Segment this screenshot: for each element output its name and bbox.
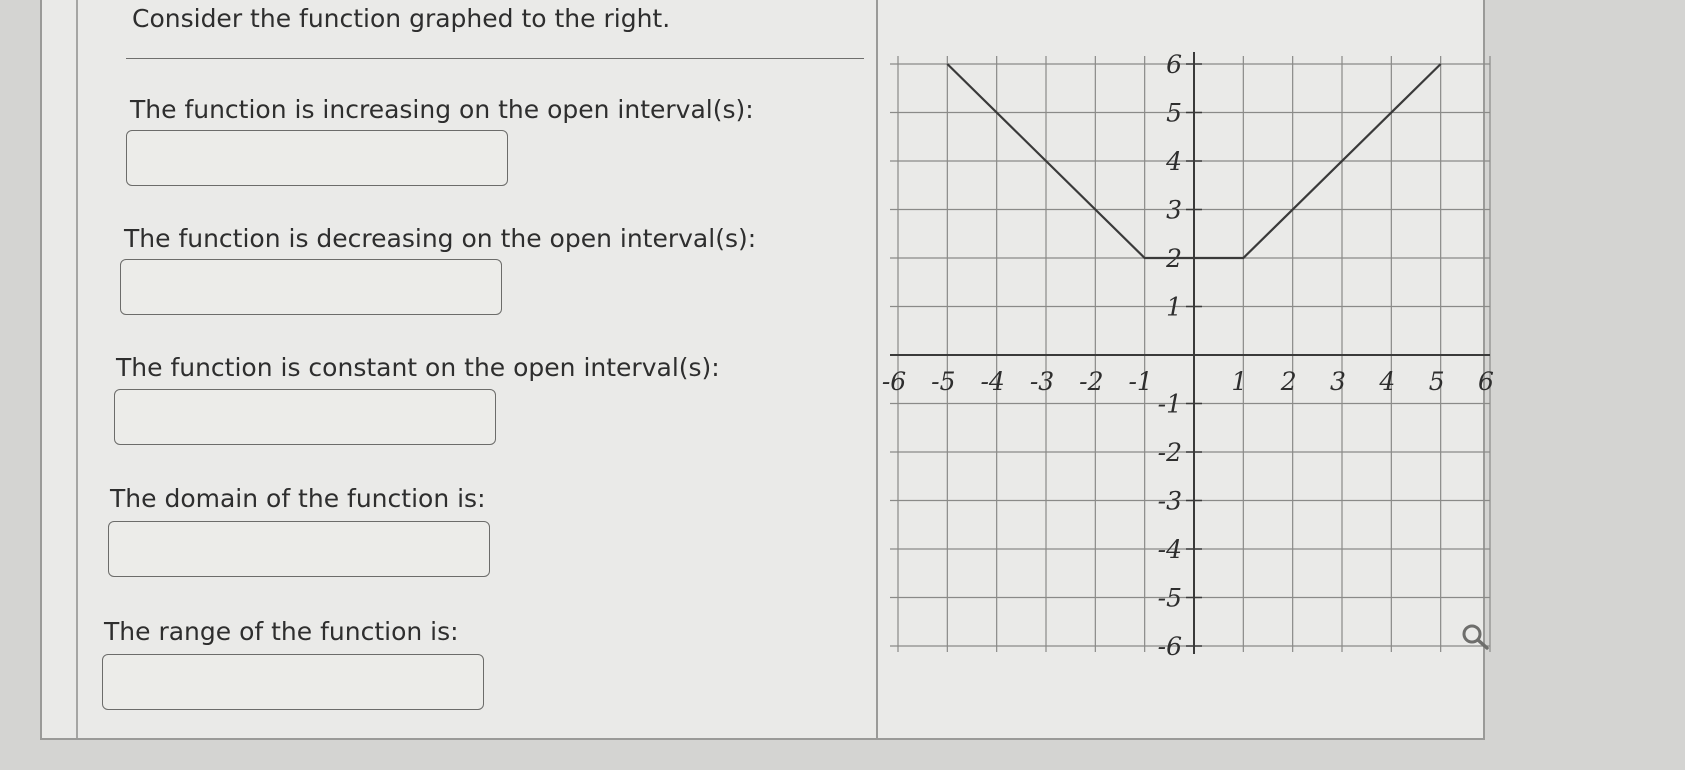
increasing-prompt: The function is increasing on the open interval(s): — [130, 95, 754, 124]
y-tick-label: -5 — [1157, 583, 1182, 613]
x-tick-label: 4 — [1379, 367, 1396, 396]
x-tick-label: -4 — [980, 367, 1005, 396]
y-tick-label: -2 — [1157, 438, 1182, 467]
constant-prompt: The function is constant on the open interval(s): — [116, 353, 720, 382]
x-tick-label: 5 — [1428, 367, 1445, 396]
y-tick-label: 2 — [1166, 244, 1182, 273]
magnifier-icon[interactable] — [1464, 626, 1487, 648]
x-tick-label: 2 — [1280, 367, 1297, 396]
y-tick-label: -4 — [1157, 535, 1182, 564]
range-prompt: The range of the function is: — [104, 617, 459, 646]
constant-answer-field[interactable] — [114, 389, 496, 445]
y-tick-label: 3 — [1166, 195, 1182, 225]
question-column — [80, 0, 870, 738]
question-panel — [40, 0, 1494, 740]
x-tick-label: -1 — [1128, 367, 1153, 396]
y-tick-label: 1 — [1166, 292, 1182, 322]
graph-column — [876, 0, 1494, 738]
x-tick-label: 1 — [1231, 367, 1248, 396]
question-title: Consider the function graphed to the right. — [132, 4, 671, 33]
range-answer-field[interactable] — [102, 654, 484, 710]
function-graph — [878, 0, 1494, 738]
x-tick-label: -3 — [1029, 367, 1055, 396]
y-tick-label: 5 — [1166, 98, 1182, 128]
domain-answer-field[interactable] — [108, 521, 490, 577]
y-tick-label: -3 — [1157, 486, 1182, 516]
increasing-answer-field[interactable] — [126, 130, 508, 186]
x-tick-label: -6 — [881, 367, 907, 396]
title-divider — [126, 58, 864, 59]
decreasing-prompt: The function is decreasing on the open interval(s): — [124, 224, 757, 253]
domain-prompt: The domain of the function is: — [110, 484, 486, 513]
y-tick-label: -6 — [1157, 632, 1182, 661]
y-tick-label: -1 — [1157, 389, 1182, 419]
decreasing-answer-field[interactable] — [120, 259, 502, 315]
x-tick-label: -2 — [1079, 367, 1104, 396]
x-tick-label: 6 — [1478, 367, 1494, 396]
y-tick-label: 4 — [1166, 147, 1182, 176]
left-divider — [76, 0, 78, 738]
x-tick-label: 3 — [1330, 367, 1346, 396]
x-tick-label: -5 — [931, 367, 956, 396]
y-tick-label: 6 — [1166, 50, 1182, 79]
